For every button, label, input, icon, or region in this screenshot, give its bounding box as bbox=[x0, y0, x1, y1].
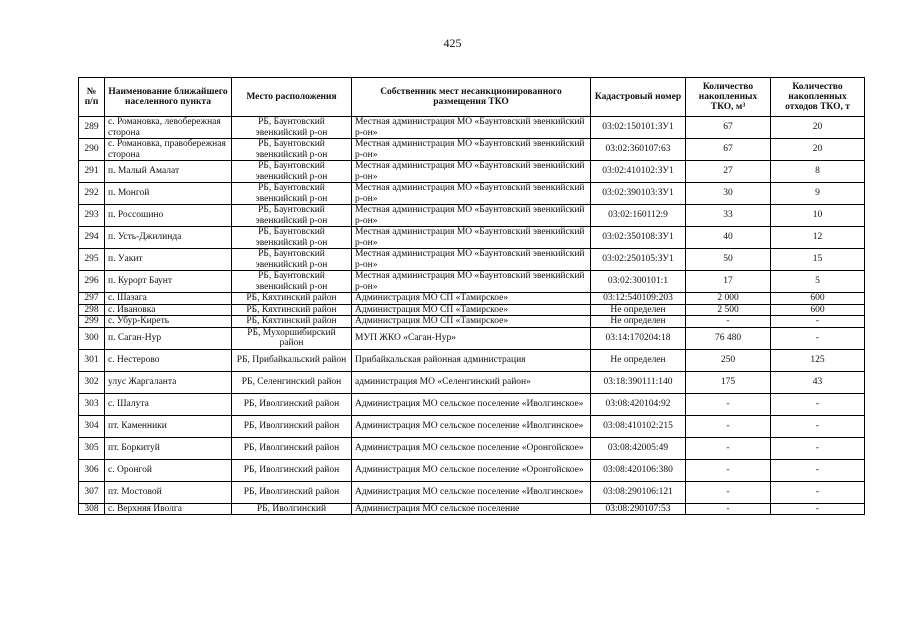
cell-tons: - bbox=[771, 437, 865, 459]
cell-owner: Администрация МО СП «Тамирское» bbox=[352, 316, 591, 328]
cell-tons: 125 bbox=[771, 349, 865, 371]
cell-owner: Администрация МО СП «Тамирское» bbox=[352, 293, 591, 305]
cell-tons: - bbox=[771, 393, 865, 415]
cell-settlement: п. Уакит bbox=[105, 249, 232, 271]
cell-cadastral: 03:18:390111:140 bbox=[591, 371, 686, 393]
table-row bbox=[79, 459, 865, 481]
col-header-tons: Количество накопленных отходов ТКО, т bbox=[771, 78, 865, 117]
cell-settlement: с. Убур-Киреть bbox=[105, 316, 232, 328]
cell-location: РБ, Кяхтинский район bbox=[232, 304, 352, 316]
cell-location: РБ, Иволгинский район bbox=[232, 459, 352, 481]
cell-tons: - bbox=[771, 316, 865, 328]
cell-tons: - bbox=[771, 415, 865, 437]
table-row bbox=[79, 293, 865, 305]
cell-cadastral: 03:02:350108:ЗУ1 bbox=[591, 227, 686, 249]
cell-location: РБ, Баунтовский эвенкийский р-он bbox=[232, 117, 352, 139]
cell-cadastral: 03:08:410102:215 bbox=[591, 415, 686, 437]
cell-owner: Прибайкальская районная администрация bbox=[352, 349, 591, 371]
cell-tons: 43 bbox=[771, 371, 865, 393]
cell-tons: 15 bbox=[771, 249, 865, 271]
cell-cadastral: Не определен bbox=[591, 304, 686, 316]
cell-owner: Местная администрация МО «Баунтовский эвенкийский р-он» bbox=[352, 117, 591, 139]
cell-location: РБ, Иволгинский район bbox=[232, 393, 352, 415]
cell-cadastral: 03:08:420106:380 bbox=[591, 459, 686, 481]
cell-volume: 2 500 bbox=[686, 304, 771, 316]
cell-number: 305 bbox=[79, 437, 105, 459]
cell-cadastral: 03:02:390103:ЗУ1 bbox=[591, 183, 686, 205]
cell-volume: - bbox=[686, 415, 771, 437]
cell-volume: 40 bbox=[686, 227, 771, 249]
col-header-location: Место расположения bbox=[232, 78, 352, 117]
cell-settlement: с. Ивановка bbox=[105, 304, 232, 316]
cell-settlement: п. Монгой bbox=[105, 183, 232, 205]
col-header-volume: Количество накопленных ТКО, м³ bbox=[686, 78, 771, 117]
cell-settlement: с. Верхняя Иволга bbox=[105, 503, 232, 515]
cell-location: РБ, Баунтовский эвенкийский р-он bbox=[232, 249, 352, 271]
cell-number: 303 bbox=[79, 393, 105, 415]
table-row bbox=[79, 415, 865, 437]
cell-owner: Администрация МО сельское поселение «Иволгинское» bbox=[352, 415, 591, 437]
cell-volume: - bbox=[686, 503, 771, 515]
cell-cadastral: Не определен bbox=[591, 316, 686, 328]
cell-settlement: пт. Боркитуй bbox=[105, 437, 232, 459]
cell-owner: Местная администрация МО «Баунтовский эвенкийский р-он» bbox=[352, 227, 591, 249]
table-row bbox=[79, 503, 865, 515]
cell-cadastral: 03:02:300101:1 bbox=[591, 271, 686, 293]
cell-tons: 600 bbox=[771, 293, 865, 305]
cell-volume: 50 bbox=[686, 249, 771, 271]
cell-settlement: п. Усть-Джилинда bbox=[105, 227, 232, 249]
cell-tons: 5 bbox=[771, 271, 865, 293]
cell-owner: Местная администрация МО «Баунтовский эвенкийский р-он» bbox=[352, 139, 591, 161]
table-row bbox=[79, 437, 865, 459]
cell-number: 295 bbox=[79, 249, 105, 271]
cell-cadastral: 03:08:420104:92 bbox=[591, 393, 686, 415]
cell-cadastral: 03:14:170204:18 bbox=[591, 327, 686, 349]
cell-tons: 10 bbox=[771, 205, 865, 227]
cell-owner: Местная администрация МО «Баунтовский эвенкийский р-он» bbox=[352, 205, 591, 227]
table-row bbox=[79, 304, 865, 316]
cell-location: РБ, Баунтовский эвенкийский р-он bbox=[232, 183, 352, 205]
cell-volume: 67 bbox=[686, 139, 771, 161]
cell-volume: 30 bbox=[686, 183, 771, 205]
cell-number: 301 bbox=[79, 349, 105, 371]
table-row bbox=[79, 316, 865, 328]
cell-location: РБ, Иволгинский район bbox=[232, 481, 352, 503]
cell-number: 292 bbox=[79, 183, 105, 205]
page-number: 425 bbox=[443, 36, 462, 50]
table-row bbox=[79, 161, 865, 183]
cell-settlement: улус Жаргаланта bbox=[105, 371, 232, 393]
cell-owner: Администрация МО сельское поселение «Иволгинское» bbox=[352, 481, 591, 503]
cell-volume: 27 bbox=[686, 161, 771, 183]
cell-number: 307 bbox=[79, 481, 105, 503]
cell-settlement: с. Шалута bbox=[105, 393, 232, 415]
cell-location: РБ, Иволгинский район bbox=[232, 415, 352, 437]
cell-tons: 600 bbox=[771, 304, 865, 316]
cell-settlement: п. Малый Амалат bbox=[105, 161, 232, 183]
cell-number: 296 bbox=[79, 271, 105, 293]
cell-cadastral: 03:02:410102:ЗУ1 bbox=[591, 161, 686, 183]
cell-location: РБ, Иволгинский район bbox=[232, 437, 352, 459]
cell-location: РБ, Кяхтинский район bbox=[232, 316, 352, 328]
cell-number: 300 bbox=[79, 327, 105, 349]
cell-tons: - bbox=[771, 481, 865, 503]
table-row bbox=[79, 183, 865, 205]
cell-owner: Администрация МО сельское поселение «Иволгинское» bbox=[352, 393, 591, 415]
table-row bbox=[79, 393, 865, 415]
cell-settlement: пт. Мостовой bbox=[105, 481, 232, 503]
table-row bbox=[79, 371, 865, 393]
cell-cadastral: 03:12:540109:203 bbox=[591, 293, 686, 305]
cell-settlement: с. Романовка, правобережная сторона bbox=[105, 139, 232, 161]
cell-settlement: с. Шазага bbox=[105, 293, 232, 305]
table-row bbox=[79, 139, 865, 161]
cell-owner: Местная администрация МО «Баунтовский эвенкийский р-он» bbox=[352, 249, 591, 271]
cell-number: 290 bbox=[79, 139, 105, 161]
cell-location: РБ, Баунтовский эвенкийский р-он bbox=[232, 227, 352, 249]
cell-number: 294 bbox=[79, 227, 105, 249]
table-row bbox=[79, 249, 865, 271]
table-body bbox=[79, 117, 865, 515]
cell-location: РБ, Мухоршибирский район bbox=[232, 327, 352, 349]
cell-tons: 9 bbox=[771, 183, 865, 205]
cell-owner: Местная администрация МО «Баунтовский эвенкийский р-он» bbox=[352, 183, 591, 205]
cell-number: 297 bbox=[79, 293, 105, 305]
cell-cadastral: Не определен bbox=[591, 349, 686, 371]
col-header-settlement: Наименование ближайшего населенного пункта bbox=[105, 78, 232, 117]
cell-volume: 17 bbox=[686, 271, 771, 293]
cell-number: 291 bbox=[79, 161, 105, 183]
cell-tons: 8 bbox=[771, 161, 865, 183]
cell-settlement: с. Оронгой bbox=[105, 459, 232, 481]
cell-volume: 76 480 bbox=[686, 327, 771, 349]
cell-tons: - bbox=[771, 459, 865, 481]
cell-number: 299 bbox=[79, 316, 105, 328]
cell-cadastral: 03:08:290107:53 bbox=[591, 503, 686, 515]
cell-location: РБ, Селенгинский район bbox=[232, 371, 352, 393]
cell-owner: Администрация МО сельское поселение «Оронгойское» bbox=[352, 459, 591, 481]
cell-settlement: с. Нестерово bbox=[105, 349, 232, 371]
cell-location: РБ, Кяхтинский район bbox=[232, 293, 352, 305]
cell-cadastral: 03:08:290106:121 bbox=[591, 481, 686, 503]
cell-cadastral: 03:02:250105:ЗУ1 bbox=[591, 249, 686, 271]
cell-volume: - bbox=[686, 437, 771, 459]
col-header-cadastral: Кадастровый номер bbox=[591, 78, 686, 117]
table-row bbox=[79, 227, 865, 249]
cell-volume: 2 000 bbox=[686, 293, 771, 305]
cell-number: 304 bbox=[79, 415, 105, 437]
cell-location: РБ, Баунтовский эвенкийский р-он bbox=[232, 161, 352, 183]
cell-location: РБ, Баунтовский эвенкийский р-он bbox=[232, 205, 352, 227]
cell-location: РБ, Иволгинский bbox=[232, 503, 352, 515]
cell-cadastral: 03:08:42005:49 bbox=[591, 437, 686, 459]
cell-settlement: п. Саган-Нур bbox=[105, 327, 232, 349]
cell-cadastral: 03:02:160112:9 bbox=[591, 205, 686, 227]
cell-volume: - bbox=[686, 316, 771, 328]
cell-location: РБ, Баунтовский эвенкийский р-он bbox=[232, 139, 352, 161]
col-header-owner: Собственник мест несанкционированного размещения ТКО bbox=[352, 78, 591, 117]
cell-settlement: с. Романовка, левобережная сторона bbox=[105, 117, 232, 139]
cell-volume: - bbox=[686, 393, 771, 415]
table-row bbox=[79, 117, 865, 139]
table-row bbox=[79, 481, 865, 503]
cell-number: 289 bbox=[79, 117, 105, 139]
cell-volume: 175 bbox=[686, 371, 771, 393]
cell-cadastral: 03:02:360107:63 bbox=[591, 139, 686, 161]
cell-volume: - bbox=[686, 481, 771, 503]
cell-cadastral: 03:02:150101:ЗУ1 bbox=[591, 117, 686, 139]
table-row bbox=[79, 271, 865, 293]
cell-volume: 33 bbox=[686, 205, 771, 227]
cell-owner: Местная администрация МО «Баунтовский эвенкийский р-он» bbox=[352, 271, 591, 293]
table-header-row bbox=[79, 78, 865, 117]
cell-location: РБ, Прибайкальский район bbox=[232, 349, 352, 371]
cell-number: 302 bbox=[79, 371, 105, 393]
cell-number: 298 bbox=[79, 304, 105, 316]
cell-settlement: п. Россошино bbox=[105, 205, 232, 227]
cell-tons: - bbox=[771, 327, 865, 349]
table-row bbox=[79, 349, 865, 371]
waste-sites-table bbox=[78, 77, 865, 515]
cell-owner: МУП ЖКО «Саган-Нур» bbox=[352, 327, 591, 349]
cell-owner: Местная администрация МО «Баунтовский эвенкийский р-он» bbox=[352, 161, 591, 183]
cell-owner: Администрация МО СП «Тамирское» bbox=[352, 304, 591, 316]
cell-tons: 20 bbox=[771, 117, 865, 139]
cell-volume: 250 bbox=[686, 349, 771, 371]
cell-number: 293 bbox=[79, 205, 105, 227]
table-row bbox=[79, 327, 865, 349]
cell-number: 306 bbox=[79, 459, 105, 481]
cell-location: РБ, Баунтовский эвенкийский р-он bbox=[232, 271, 352, 293]
cell-owner: Администрация МО сельское поселение bbox=[352, 503, 591, 515]
cell-tons: 20 bbox=[771, 139, 865, 161]
cell-volume: 67 bbox=[686, 117, 771, 139]
cell-settlement: пт. Каменники bbox=[105, 415, 232, 437]
cell-number: 308 bbox=[79, 503, 105, 515]
cell-tons: - bbox=[771, 503, 865, 515]
cell-volume: - bbox=[686, 459, 771, 481]
table-row bbox=[79, 205, 865, 227]
cell-settlement: п. Курорт Баунт bbox=[105, 271, 232, 293]
cell-owner: администрация МО «Селенгинский район» bbox=[352, 371, 591, 393]
cell-tons: 12 bbox=[771, 227, 865, 249]
col-header-number: № п/п bbox=[79, 78, 105, 117]
cell-owner: Администрация МО сельское поселение «Оронгойское» bbox=[352, 437, 591, 459]
